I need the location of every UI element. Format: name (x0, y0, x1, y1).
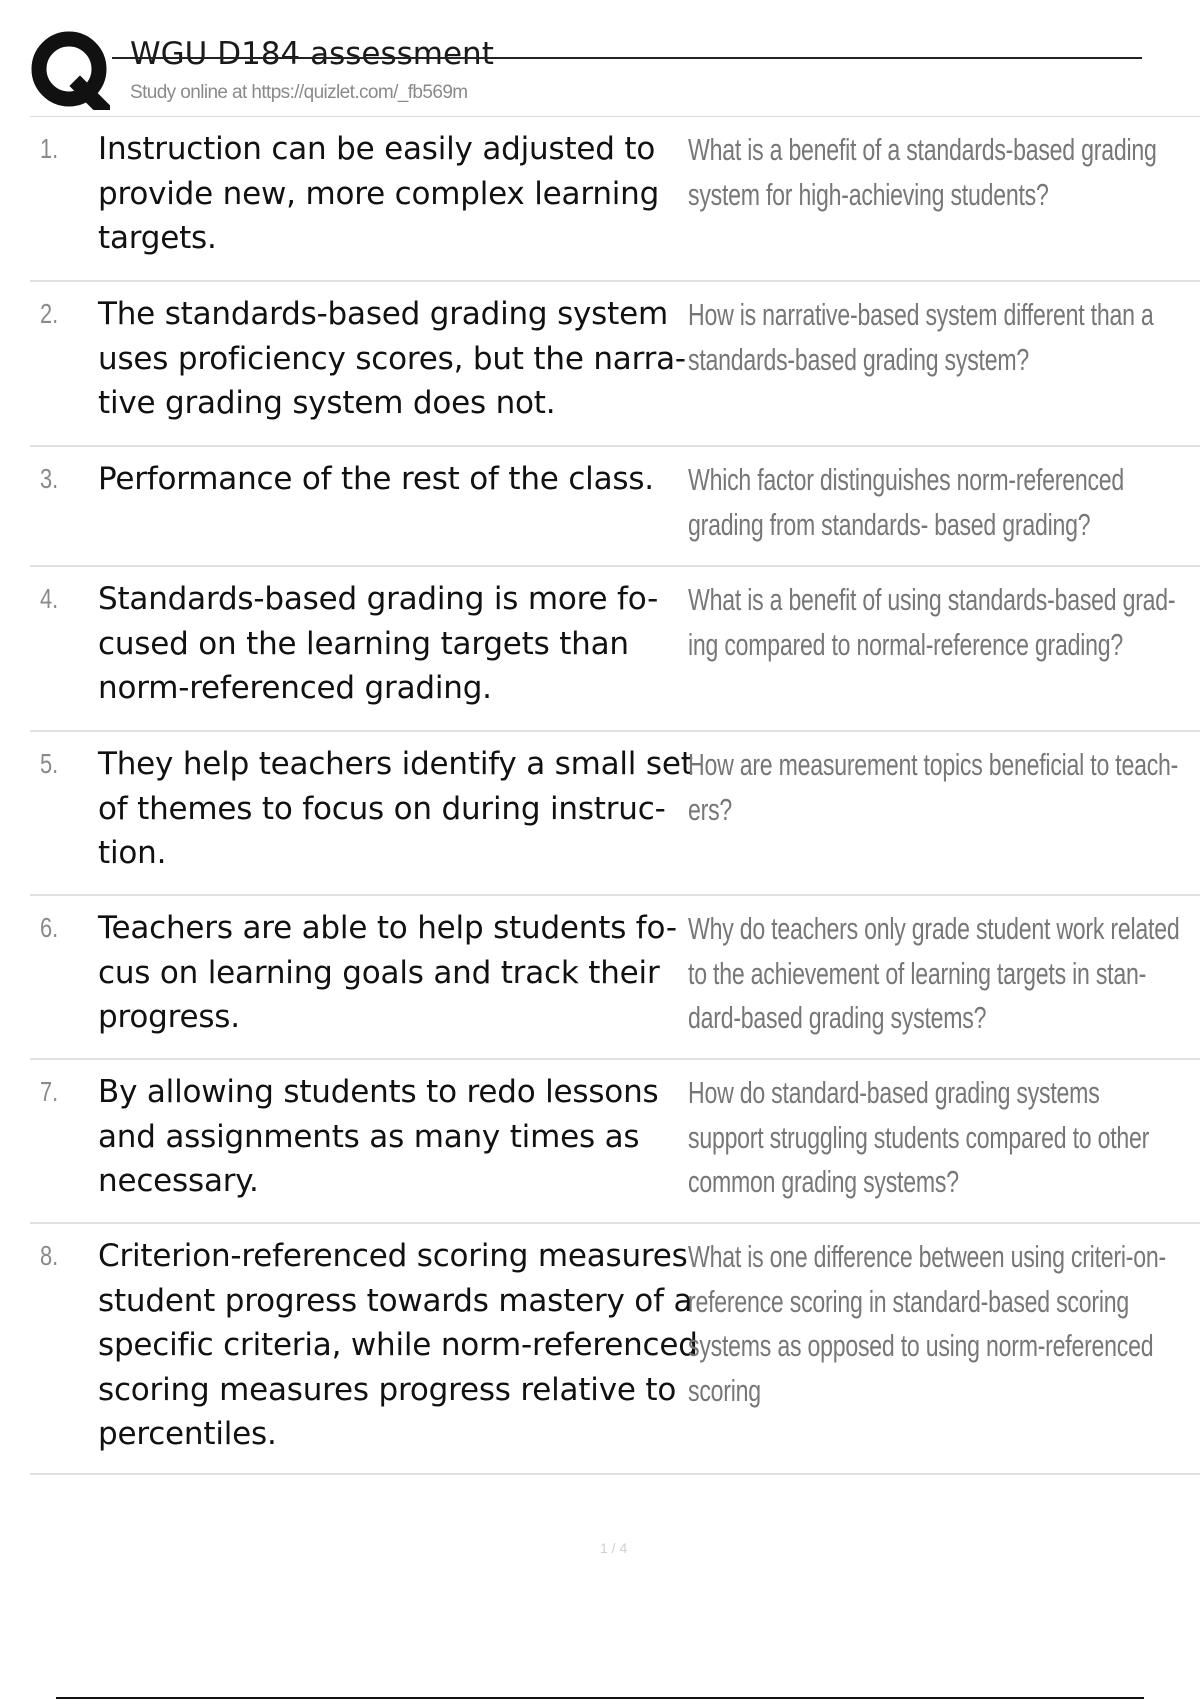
card-number: 8. (40, 1240, 59, 1271)
flashcard-row (30, 896, 1200, 1060)
card-term: They help teachers identify a small set of themes to focus on during instruc-tion. (98, 746, 693, 871)
card-definition: Which factor distinguishes norm-referenced grading from standards- based grading? (688, 462, 1125, 542)
flashcard-row (30, 1224, 1200, 1475)
card-definition: What is a benefit of using standards-based grad-ing compared to normal-reference grading? (688, 582, 1176, 662)
footer-rule (56, 1697, 1144, 1699)
card-term: Standards-based grading is more fo-cused on the learning targets than norm-referenced grading. (98, 581, 659, 706)
card-number: 6. (40, 912, 59, 943)
card-definition: How is narrative-based system different than a standards-based grading system? (688, 297, 1154, 377)
card-number: 1. (40, 133, 59, 164)
card-term: Teachers are able to help students fo-cus on learning goals and track their progress. (98, 910, 677, 1035)
card-term: Instruction can be easily adjusted to provide new, more complex learning targets. (98, 131, 660, 256)
flashcard-row (30, 447, 1200, 567)
card-definition: Why do teachers only grade student work related to the achievement of learning targets in stan-dard-based grading systems? (688, 911, 1180, 1035)
card-term: Performance of the rest of the class. (98, 461, 654, 497)
card-term: By allowing students to redo lessons and assignments as many times as necessary. (98, 1074, 659, 1199)
card-definition: How do standard-based grading systems support struggling students compared to other common grading systems? (688, 1075, 1150, 1199)
document-title: WGU D184 assessment (130, 36, 494, 72)
card-number: 7. (40, 1076, 59, 1107)
page-number: 1 / 4 (600, 1540, 628, 1556)
card-definition: What is a benefit of a standards-based grading system for high-achieving students? (688, 132, 1157, 212)
flashcard-row (30, 732, 1200, 896)
flashcard-row (30, 117, 1200, 282)
flashcard-row (30, 567, 1200, 732)
flashcard-row (30, 282, 1200, 447)
card-number: 3. (40, 463, 59, 494)
card-term: The standards-based grading system uses proficiency scores, but the narra-tive grading system does not. (98, 296, 686, 421)
title-strike-rule (112, 57, 1142, 59)
quizlet-logo (30, 30, 110, 110)
card-number: 2. (40, 298, 59, 329)
card-definition: What is one difference between using criteri-on-reference scoring in standard-based scoring systems as opposed to using norm-referenced scoring (688, 1239, 1166, 1408)
flashcard-row (30, 1060, 1200, 1224)
card-number: 4. (40, 583, 59, 614)
card-definition: How are measurement topics beneficial to teach-ers? (688, 747, 1179, 827)
study-online-link[interactable]: Study online at https://quizlet.com/_fb569m (130, 82, 468, 103)
card-number: 5. (40, 748, 59, 779)
flashcard-list (30, 117, 1200, 1475)
card-term: Criterion-referenced scoring measures student progress towards mastery of a specific criteria, while norm-referenced scoring measures progress relative to percentiles. (98, 1238, 698, 1452)
